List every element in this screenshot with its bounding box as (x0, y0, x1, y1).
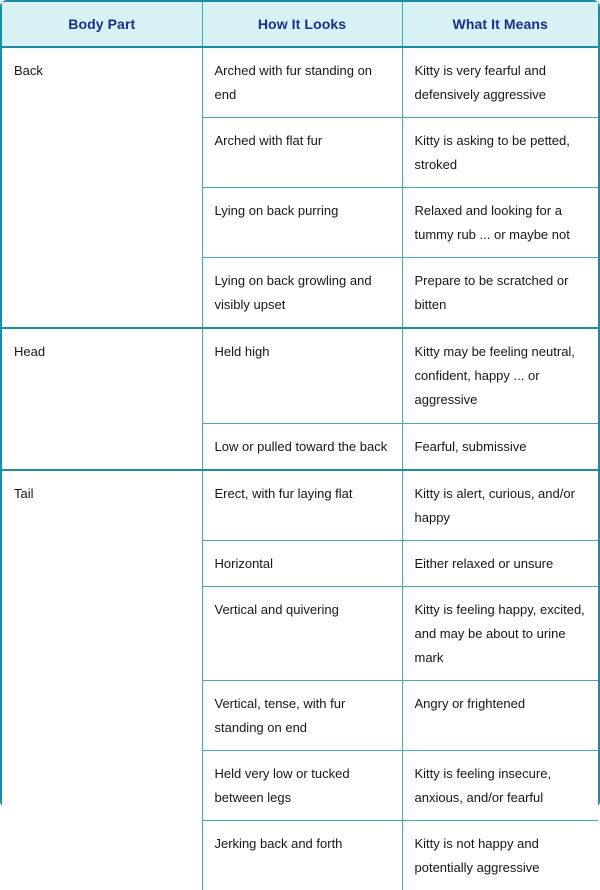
how-it-looks-cell: Horizontal (202, 540, 402, 586)
cat-body-language-table (2, 2, 598, 890)
how-it-looks-cell: Lying on back growling and visibly upset (202, 258, 402, 329)
body-part-cell: Tail (2, 470, 202, 890)
column-header-what-it-means: What It Means (402, 2, 598, 47)
table-body (2, 47, 598, 890)
what-it-means-cell: Kitty is feeling happy, excited, and may be about to urine mark (402, 586, 598, 680)
what-it-means-cell: Relaxed and looking for a tummy rub ... or maybe not (402, 188, 598, 258)
table-header (2, 2, 598, 47)
how-it-looks-cell: Arched with fur standing on end (202, 47, 402, 118)
how-it-looks-cell: Held high (202, 328, 402, 423)
how-it-looks-cell: Held very low or tucked between legs (202, 750, 402, 820)
column-header-how-it-looks: How It Looks (202, 2, 402, 47)
what-it-means-cell: Angry or frightened (402, 680, 598, 750)
what-it-means-cell: Kitty is alert, curious, and/or happy (402, 470, 598, 541)
what-it-means-cell: Prepare to be scratched or bitten (402, 258, 598, 329)
what-it-means-cell: Kitty is not happy and potentially aggressive (402, 821, 598, 890)
header-row (2, 2, 598, 47)
how-it-looks-cell: Lying on back purring (202, 188, 402, 258)
table-row (2, 470, 598, 541)
what-it-means-cell: Kitty is asking to be petted, stroked (402, 118, 598, 188)
what-it-means-cell: Kitty is very fearful and defensively aggressive (402, 47, 598, 118)
table-row (2, 47, 598, 118)
what-it-means-cell: Kitty may be feeling neutral, confident, happy ... or aggressive (402, 328, 598, 423)
what-it-means-cell: Fearful, submissive (402, 423, 598, 470)
how-it-looks-cell: Jerking back and forth (202, 821, 402, 890)
what-it-means-cell: Kitty is feeling insecure, anxious, and/or fearful (402, 750, 598, 820)
body-part-cell: Head (2, 328, 202, 469)
what-it-means-cell: Either relaxed or unsure (402, 540, 598, 586)
body-part-cell: Back (2, 47, 202, 328)
how-it-looks-cell: Erect, with fur laying flat (202, 470, 402, 541)
how-it-looks-cell: Arched with flat fur (202, 118, 402, 188)
how-it-looks-cell: Vertical, tense, with fur standing on end (202, 680, 402, 750)
how-it-looks-cell: Vertical and quivering (202, 586, 402, 680)
column-header-body-part: Body Part (2, 2, 202, 47)
how-it-looks-cell: Low or pulled toward the back (202, 423, 402, 470)
table-row (2, 328, 598, 423)
